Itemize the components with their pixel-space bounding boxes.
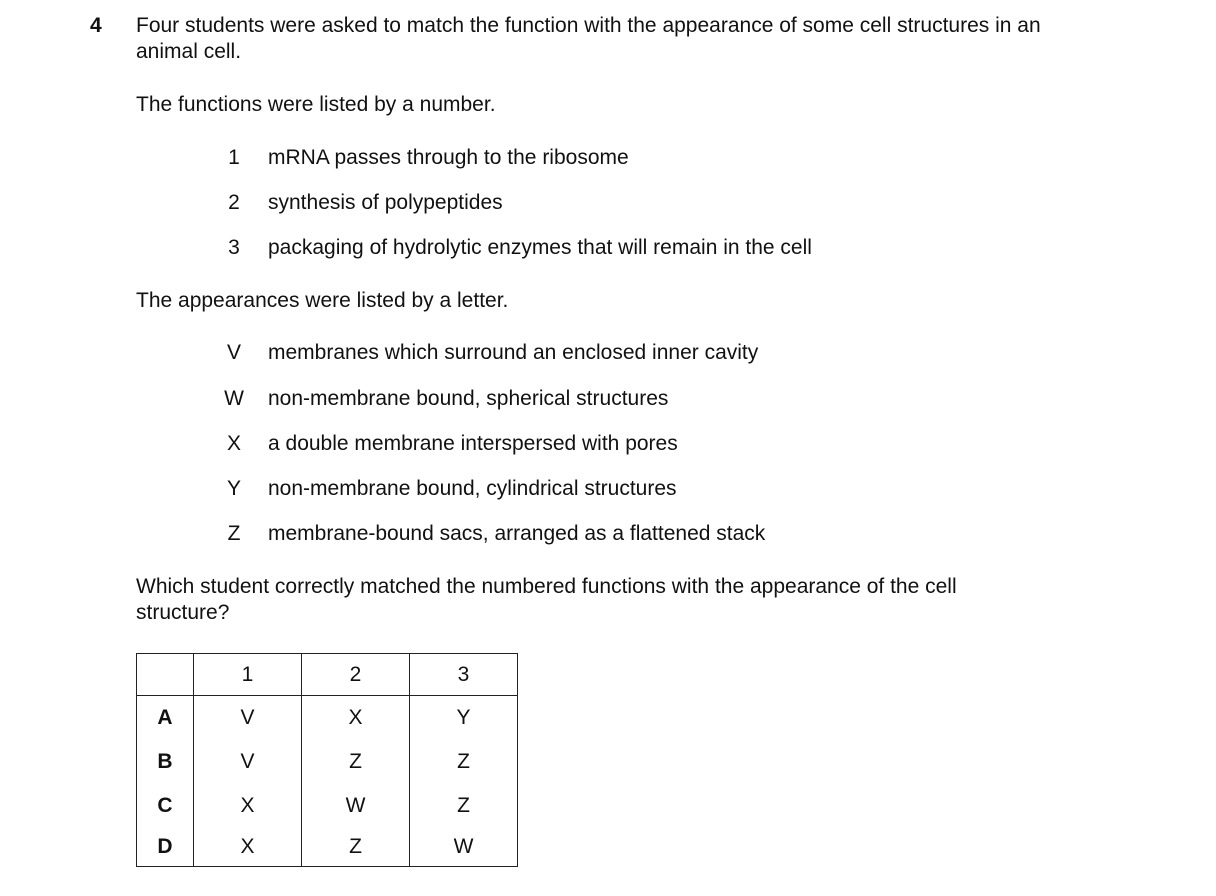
- table-row[interactable]: [137, 784, 518, 828]
- question-intro-line2: animal cell.: [136, 40, 242, 63]
- table-header-row: [137, 654, 518, 696]
- appearance-key: Z: [227, 522, 241, 545]
- question-prompt: [136, 574, 1124, 626]
- functions-heading: The functions were listed by a number.: [136, 93, 496, 116]
- appearances-heading: The appearances were listed by a letter.: [136, 289, 509, 312]
- table-cell: Z: [302, 740, 410, 784]
- table-cell: V: [194, 740, 302, 784]
- table-cell: W: [302, 784, 410, 828]
- table-cell: Z: [410, 740, 518, 784]
- table-cell: X: [194, 784, 302, 828]
- appearance-text: membrane-bound sacs, arranged as a flattened stack: [268, 522, 766, 545]
- table-header-cell: [137, 654, 194, 696]
- option-label[interactable]: D: [137, 828, 194, 867]
- table-header-cell: 1: [194, 654, 302, 696]
- table-cell: X: [302, 696, 410, 741]
- function-text: mRNA passes through to the ribosome: [268, 146, 629, 169]
- table-header-cell: 3: [410, 654, 518, 696]
- appearance-key: W: [224, 387, 244, 410]
- option-label[interactable]: B: [137, 740, 194, 784]
- function-key: 1: [228, 146, 240, 169]
- question-prompt-line1: Which student correctly matched the numbered functions with the appearance of the cell: [136, 575, 957, 598]
- appearance-text: non-membrane bound, cylindrical structures: [268, 477, 677, 500]
- table-cell: Z: [410, 784, 518, 828]
- appearance-key: V: [226, 341, 241, 364]
- appearance-key: Y: [226, 477, 241, 500]
- table-row[interactable]: [137, 828, 518, 867]
- option-label[interactable]: A: [137, 696, 194, 741]
- function-text: packaging of hydrolytic enzymes that will remain in the cell: [268, 236, 812, 259]
- question-number: 4: [90, 14, 102, 37]
- appearance-text: non-membrane bound, spherical structures: [268, 387, 669, 410]
- option-label[interactable]: C: [137, 784, 194, 828]
- appearance-text: a double membrane interspersed with pores: [268, 432, 678, 455]
- table-cell: X: [194, 828, 302, 867]
- appearance-key: X: [226, 432, 241, 455]
- table-cell: W: [410, 828, 518, 867]
- table-cell: V: [194, 696, 302, 741]
- table-row[interactable]: [137, 696, 518, 741]
- table-row[interactable]: [137, 740, 518, 784]
- question-intro-line1: Four students were asked to match the function with the appearance of some cell structures in an: [136, 14, 1041, 37]
- function-key: 2: [228, 191, 240, 214]
- question-intro: [136, 13, 1124, 65]
- table-cell: Z: [302, 828, 410, 867]
- table-cell: Y: [410, 696, 518, 741]
- table-header-cell: 2: [302, 654, 410, 696]
- function-text: synthesis of polypeptides: [268, 191, 503, 214]
- appearance-text: membranes which surround an enclosed inner cavity: [268, 341, 759, 364]
- answer-table: [136, 653, 518, 867]
- function-key: 3: [228, 236, 240, 259]
- question-prompt-line2: structure?: [136, 601, 230, 624]
